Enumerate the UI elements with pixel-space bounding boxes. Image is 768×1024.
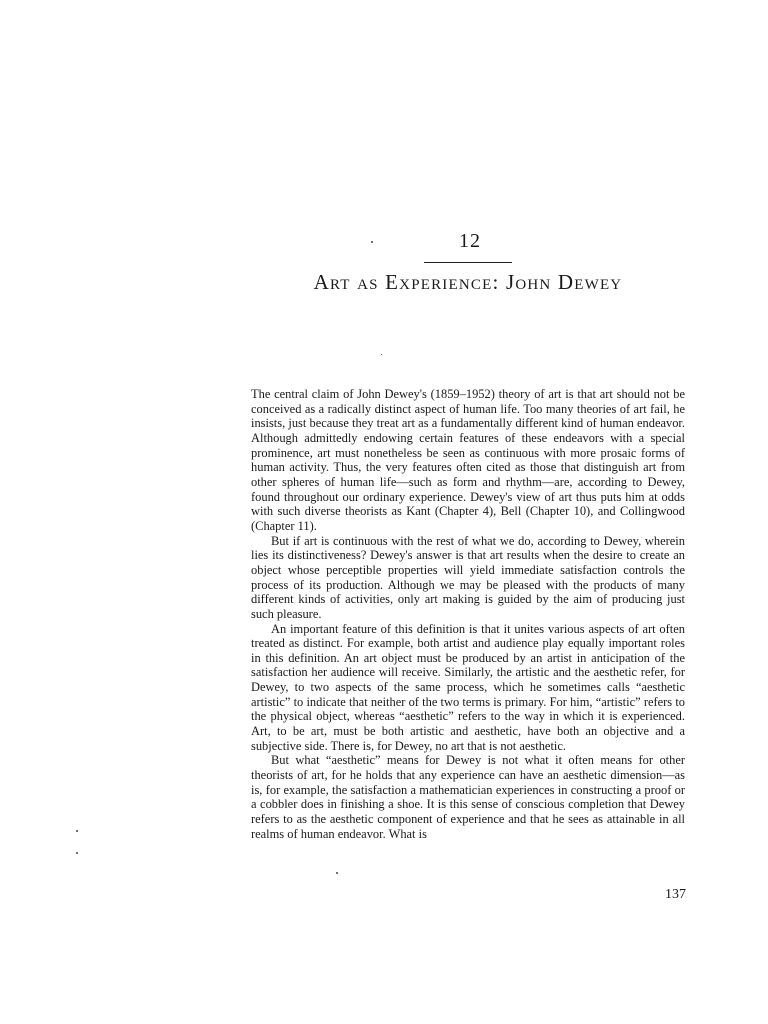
chapter-rule xyxy=(424,262,512,263)
body-text xyxy=(251,387,685,841)
scan-speck xyxy=(371,241,373,243)
paragraph: But if art is continuous with the rest of what we do, according to Dewey, wherein lies its distinctiveness? Dewey's answer is that art results when the desire to create an object whose perceptible properties will yield immediate satisfaction controls the process of its production. Although we may be pleased with the products of many different kinds of activities, only art making is guided by the aim of producing just such pleasure. xyxy=(251,533,685,621)
chapter-title: Art as Experience: John Dewey xyxy=(313,270,623,294)
page-number: 137 xyxy=(665,887,686,902)
scan-speck xyxy=(381,354,382,355)
paragraph: But what “aesthetic” means for Dewey is not what it often means for other theorists of art, for he holds that any experience can have an aesthetic dimension—as is, for example, the satisfaction a mathematician experiences in constructing a proof or a cobbler does in finishing a shoe. It is this sense of conscious completion that Dewey refers to as the aesthetic component of experience and that he sees as attainable in all realms of human endeavor. What is xyxy=(251,753,685,841)
scan-speck xyxy=(336,872,338,874)
chapter-number: 12 xyxy=(459,230,481,252)
scan-speck xyxy=(76,830,78,832)
scan-speck xyxy=(76,852,78,854)
paragraph: An important feature of this definition is that it unites various aspects of art often treated as distinct. For example, both artist and audience play equally important roles in this definition. An art object must be produced by an artist in anticipation of the satisfaction her audience will receive. Similarly, the artistic and the aesthetic refer, for Dewey, to two aspects of the same process, which he sometimes calls “aesthetic artistic” to indicate that neither of the two terms is primary. For him, “artistic” refers to the physical object, whereas “aesthetic” refers to the way in which it is experienced. Art, to be art, must be both artistic and aesthetic, have both an objective and a subjective side. There is, for Dewey, no art that is not aesthetic. xyxy=(251,621,685,753)
paragraph: The central claim of John Dewey's (1859–1952) theory of art is that art should not be conceived as a radically distinct aspect of human life. Too many theories of art fail, he insists, just because they treat art as a fundamentally different kind of human endeavor. Although admittedly endowing certain features of these endeavors with a special prominence, art must nonetheless be seen as continuous with more prosaic forms of human activity. Thus, the very features often cited as those that distinguish art from other spheres of human life—such as form and rhythm—are, according to Dewey, found throughout our ordinary experience. Dewey's view of art thus puts him at odds with such diverse theorists as Kant (Chapter 4), Bell (Chapter 10), and Collingwood (Chapter 11). xyxy=(251,387,685,533)
